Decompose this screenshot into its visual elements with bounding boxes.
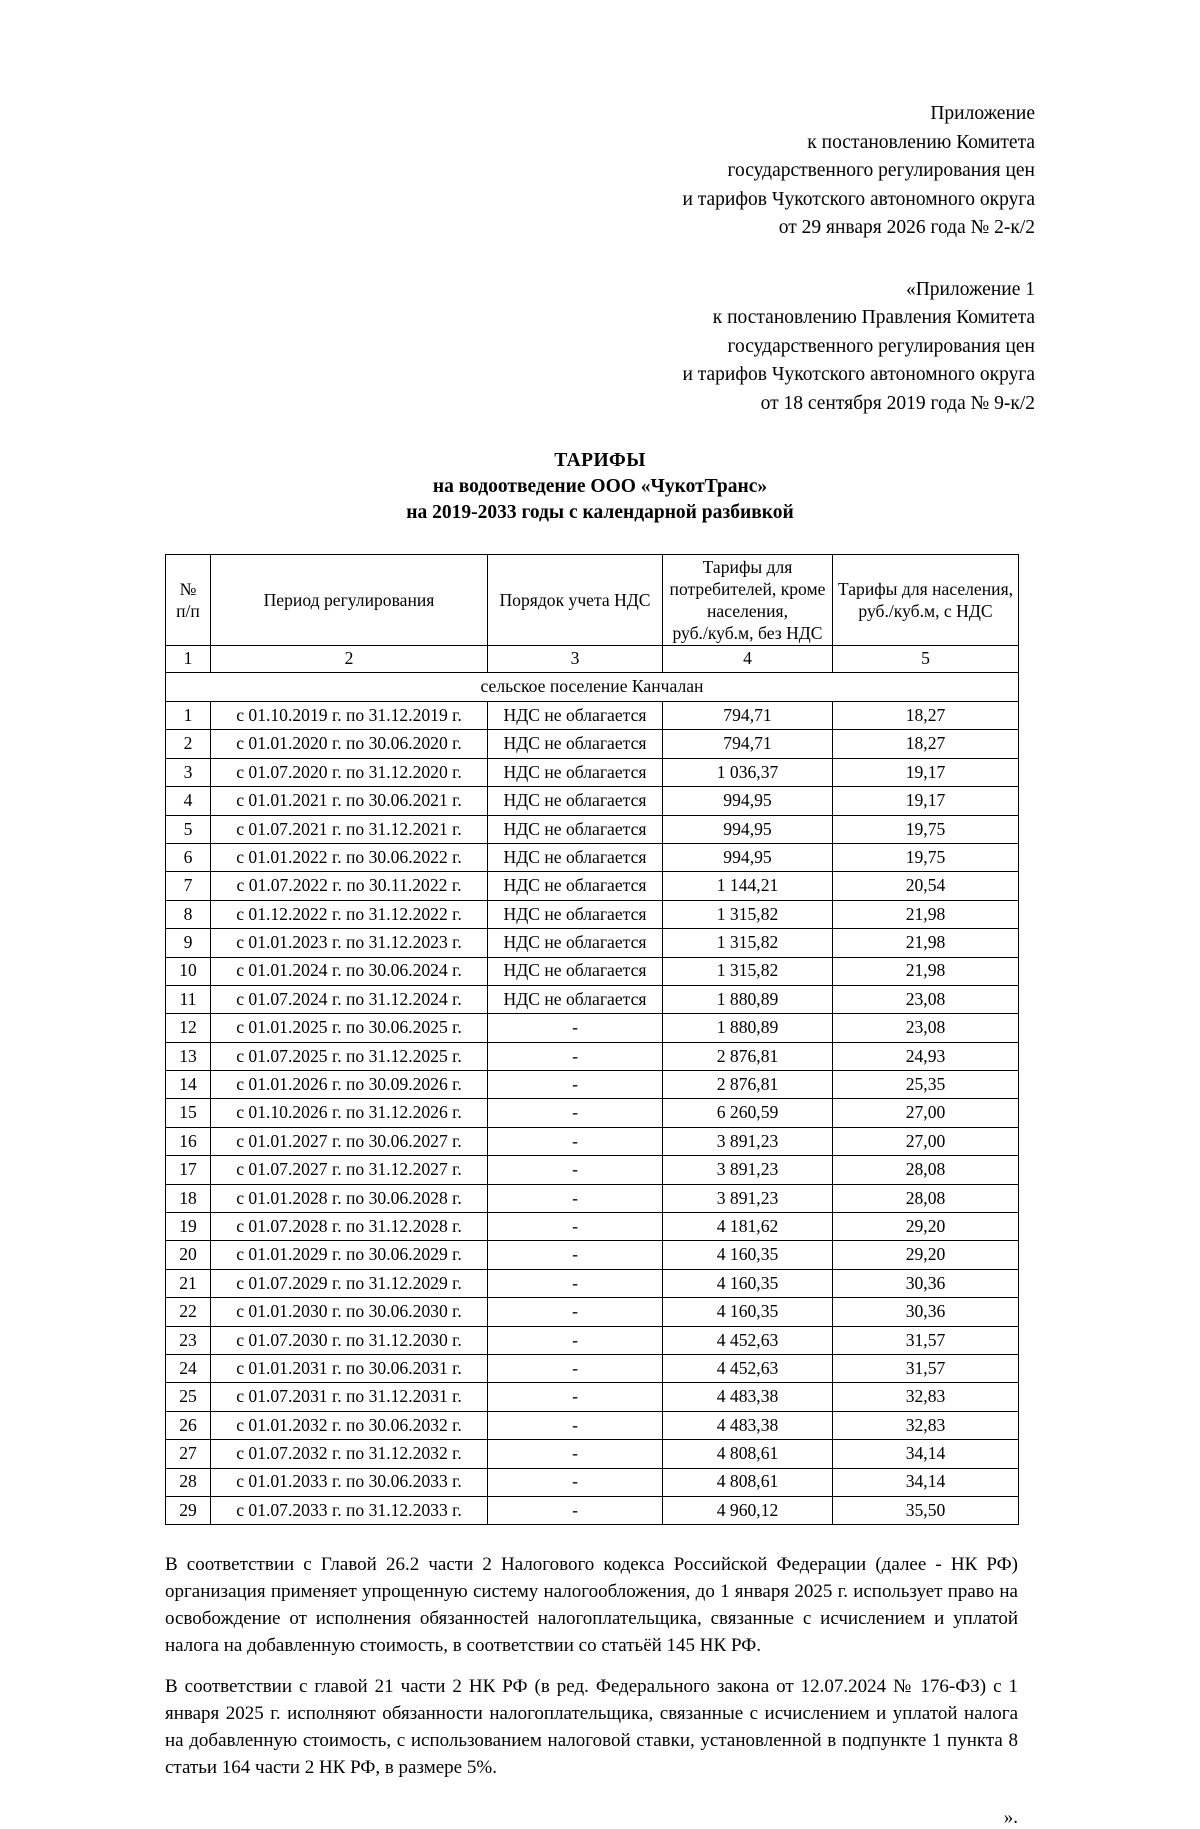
row-tariff-other: 4 181,62 bbox=[663, 1213, 833, 1241]
row-tariff-population: 25,35 bbox=[833, 1071, 1019, 1099]
title-period: на 2019-2033 годы с календарной разбивкой bbox=[406, 502, 794, 523]
row-tariff-other: 6 260,59 bbox=[663, 1099, 833, 1127]
row-period: с 01.07.2024 г. по 31.12.2024 г. bbox=[211, 985, 488, 1013]
row-tariff-population: 21,98 bbox=[833, 900, 1019, 928]
table-row bbox=[166, 957, 1019, 985]
row-period: с 01.07.2022 г. по 30.11.2022 г. bbox=[211, 872, 488, 900]
row-period: с 01.07.2021 г. по 31.12.2021 г. bbox=[211, 815, 488, 843]
table-row bbox=[166, 1042, 1019, 1070]
table-row bbox=[166, 1468, 1019, 1496]
table-row bbox=[166, 758, 1019, 786]
row-index: 2 bbox=[166, 730, 211, 758]
row-period: с 01.01.2021 г. по 30.06.2021 г. bbox=[211, 787, 488, 815]
row-period: с 01.07.2028 г. по 31.12.2028 г. bbox=[211, 1213, 488, 1241]
row-tariff-other: 1 315,82 bbox=[663, 957, 833, 985]
row-vat-treatment: НДС не облагается bbox=[488, 872, 663, 900]
column-number: 5 bbox=[833, 646, 1019, 673]
row-vat-treatment: НДС не облагается bbox=[488, 929, 663, 957]
settlement-group-label: сельское поселение Канчалан bbox=[166, 673, 1019, 702]
row-tariff-population: 31,57 bbox=[833, 1326, 1019, 1354]
row-period: с 01.01.2029 г. по 30.06.2029 г. bbox=[211, 1241, 488, 1269]
tariff-other-line3: населения, bbox=[707, 601, 788, 621]
row-vat-treatment: - bbox=[488, 1298, 663, 1326]
row-index: 29 bbox=[166, 1496, 211, 1524]
row-vat-treatment: - bbox=[488, 1213, 663, 1241]
row-vat-treatment: НДС не облагается bbox=[488, 758, 663, 786]
row-vat-treatment: НДС не облагается bbox=[488, 787, 663, 815]
row-tariff-population: 34,14 bbox=[833, 1440, 1019, 1468]
row-tariff-other: 794,71 bbox=[663, 730, 833, 758]
row-vat-treatment: - bbox=[488, 1440, 663, 1468]
row-tariff-other: 4 160,35 bbox=[663, 1241, 833, 1269]
table-row bbox=[166, 730, 1019, 758]
row-tariff-population: 19,17 bbox=[833, 758, 1019, 786]
row-vat-treatment: НДС не облагается bbox=[488, 957, 663, 985]
row-tariff-population: 34,14 bbox=[833, 1468, 1019, 1496]
row-index: 24 bbox=[166, 1354, 211, 1382]
column-number: 1 bbox=[166, 646, 211, 673]
row-period: с 01.07.2029 г. по 31.12.2029 г. bbox=[211, 1269, 488, 1297]
row-period: с 01.01.2033 г. по 30.06.2033 г. bbox=[211, 1468, 488, 1496]
row-period: с 01.01.2027 г. по 30.06.2027 г. bbox=[211, 1127, 488, 1155]
row-period: с 01.01.2026 г. по 30.09.2026 г. bbox=[211, 1071, 488, 1099]
column-header-tariff-other bbox=[663, 555, 833, 646]
column-number: 3 bbox=[488, 646, 663, 673]
row-index: 12 bbox=[166, 1014, 211, 1042]
row-tariff-other: 2 876,81 bbox=[663, 1042, 833, 1070]
table-row bbox=[166, 1241, 1019, 1269]
row-vat-treatment: - bbox=[488, 1099, 663, 1127]
row-tariff-population: 23,08 bbox=[833, 985, 1019, 1013]
row-tariff-other: 3 891,23 bbox=[663, 1127, 833, 1155]
row-tariff-other: 994,95 bbox=[663, 843, 833, 871]
table-row bbox=[166, 1071, 1019, 1099]
row-tariff-other: 4 452,63 bbox=[663, 1354, 833, 1382]
row-index: 9 bbox=[166, 929, 211, 957]
row-period: с 01.07.2033 г. по 31.12.2033 г. bbox=[211, 1496, 488, 1524]
row-tariff-population: 18,27 bbox=[833, 730, 1019, 758]
table-row bbox=[166, 900, 1019, 928]
row-tariff-population: 21,98 bbox=[833, 957, 1019, 985]
row-tariff-population: 31,57 bbox=[833, 1354, 1019, 1382]
row-vat-treatment: - bbox=[488, 1042, 663, 1070]
row-vat-treatment: НДС не облагается bbox=[488, 900, 663, 928]
table-row bbox=[166, 1383, 1019, 1411]
row-tariff-population: 27,00 bbox=[833, 1099, 1019, 1127]
notes-section bbox=[165, 1551, 1018, 1781]
row-vat-treatment: НДС не облагается bbox=[488, 702, 663, 730]
row-tariff-other: 4 483,38 bbox=[663, 1411, 833, 1439]
appendix-ref-line: «Приложение 1 bbox=[905, 278, 1035, 300]
tariff-other-line1: Тарифы для bbox=[702, 557, 793, 577]
row-tariff-other: 1 880,89 bbox=[663, 985, 833, 1013]
table-row bbox=[166, 1099, 1019, 1127]
row-tariff-other: 994,95 bbox=[663, 787, 833, 815]
row-period: с 01.01.2028 г. по 30.06.2028 г. bbox=[211, 1184, 488, 1212]
row-tariff-population: 30,36 bbox=[833, 1269, 1019, 1297]
table-row bbox=[166, 815, 1019, 843]
row-tariff-population: 19,75 bbox=[833, 815, 1019, 843]
table-row bbox=[166, 702, 1019, 730]
column-header-index bbox=[166, 555, 211, 646]
row-period: с 01.01.2020 г. по 30.06.2020 г. bbox=[211, 730, 488, 758]
row-vat-treatment: НДС не облагается bbox=[488, 730, 663, 758]
table-row bbox=[166, 1354, 1019, 1382]
row-tariff-population: 32,83 bbox=[833, 1411, 1019, 1439]
tariff-other-line4: руб./куб.м, без НДС bbox=[672, 623, 823, 643]
table-header bbox=[166, 555, 1019, 673]
row-index: 11 bbox=[166, 985, 211, 1013]
row-index: 13 bbox=[166, 1042, 211, 1070]
row-period: с 01.01.2022 г. по 30.06.2022 г. bbox=[211, 843, 488, 871]
header-spacer bbox=[165, 243, 1035, 276]
document-title bbox=[165, 448, 1035, 526]
row-period: с 01.07.2031 г. по 31.12.2031 г. bbox=[211, 1383, 488, 1411]
row-period: с 01.07.2030 г. по 31.12.2030 г. bbox=[211, 1326, 488, 1354]
row-period: с 01.01.2025 г. по 30.06.2025 г. bbox=[211, 1014, 488, 1042]
row-index: 1 bbox=[166, 702, 211, 730]
appendix-reference-primary bbox=[590, 100, 1035, 243]
row-vat-treatment: - bbox=[488, 1496, 663, 1524]
row-index: 10 bbox=[166, 957, 211, 985]
row-index: 27 bbox=[166, 1440, 211, 1468]
tariffs-table bbox=[165, 554, 1019, 1525]
row-vat-treatment: НДС не облагается bbox=[488, 985, 663, 1013]
row-index: 6 bbox=[166, 843, 211, 871]
row-vat-treatment: НДС не облагается bbox=[488, 815, 663, 843]
row-tariff-population: 19,75 bbox=[833, 843, 1019, 871]
row-index: 7 bbox=[166, 872, 211, 900]
appendix-ref-line: Приложение bbox=[930, 103, 1035, 124]
row-tariff-population: 24,93 bbox=[833, 1042, 1019, 1070]
row-index: 25 bbox=[166, 1383, 211, 1411]
row-index: 3 bbox=[166, 758, 211, 786]
column-header-index-line1: № bbox=[179, 579, 197, 599]
table-row bbox=[166, 872, 1019, 900]
row-vat-treatment: - bbox=[488, 1468, 663, 1496]
row-index: 26 bbox=[166, 1411, 211, 1439]
row-index: 16 bbox=[166, 1127, 211, 1155]
row-tariff-population: 30,36 bbox=[833, 1298, 1019, 1326]
row-index: 19 bbox=[166, 1213, 211, 1241]
row-index: 18 bbox=[166, 1184, 211, 1212]
row-vat-treatment: НДС не облагается bbox=[488, 843, 663, 871]
row-tariff-population: 23,08 bbox=[833, 1014, 1019, 1042]
row-tariff-other: 2 876,81 bbox=[663, 1071, 833, 1099]
row-tariff-other: 4 452,63 bbox=[663, 1326, 833, 1354]
row-tariff-other: 4 483,38 bbox=[663, 1383, 833, 1411]
appendix-ref-line: от 18 сентября 2019 года № 9-к/2 bbox=[760, 392, 1035, 414]
row-tariff-other: 794,71 bbox=[663, 702, 833, 730]
row-tariff-population: 28,08 bbox=[833, 1156, 1019, 1184]
row-index: 8 bbox=[166, 900, 211, 928]
table-row bbox=[166, 1213, 1019, 1241]
table-row bbox=[166, 1298, 1019, 1326]
row-index: 14 bbox=[166, 1071, 211, 1099]
table-row bbox=[166, 985, 1019, 1013]
table-row bbox=[166, 1440, 1019, 1468]
row-tariff-population: 20,54 bbox=[833, 872, 1019, 900]
row-tariff-population: 29,20 bbox=[833, 1241, 1019, 1269]
row-vat-treatment: - bbox=[488, 1354, 663, 1382]
row-vat-treatment: - bbox=[488, 1156, 663, 1184]
table-group-row bbox=[166, 673, 1019, 702]
appendix-ref-line: к постановлению Правления Комитета bbox=[712, 307, 1035, 328]
appendix-reference-secondary bbox=[590, 276, 1035, 419]
column-header-tariff-population bbox=[833, 555, 1019, 646]
row-tariff-other: 4 808,61 bbox=[663, 1440, 833, 1468]
row-index: 21 bbox=[166, 1269, 211, 1297]
row-tariff-population: 19,17 bbox=[833, 787, 1019, 815]
row-index: 5 bbox=[166, 815, 211, 843]
row-vat-treatment: - bbox=[488, 1071, 663, 1099]
column-number: 4 bbox=[663, 646, 833, 673]
row-period: с 01.01.2032 г. по 30.06.2032 г. bbox=[211, 1411, 488, 1439]
row-vat-treatment: - bbox=[488, 1241, 663, 1269]
row-tariff-other: 1 036,37 bbox=[663, 758, 833, 786]
row-period: с 01.10.2026 г. по 31.12.2026 г. bbox=[211, 1099, 488, 1127]
row-period: с 01.07.2020 г. по 31.12.2020 г. bbox=[211, 758, 488, 786]
row-vat-treatment: - bbox=[488, 1383, 663, 1411]
appendix-ref-line: к постановлению Комитета bbox=[807, 131, 1035, 153]
row-period: с 01.10.2019 г. по 31.12.2019 г. bbox=[211, 702, 488, 730]
row-tariff-population: 32,83 bbox=[833, 1383, 1019, 1411]
row-vat-treatment: - bbox=[488, 1326, 663, 1354]
table-row bbox=[166, 843, 1019, 871]
appendix-ref-line: и тарифов Чукотского автономного округа bbox=[682, 364, 1035, 385]
row-period: с 01.12.2022 г. по 31.12.2022 г. bbox=[211, 900, 488, 928]
table-row bbox=[166, 929, 1019, 957]
table-header-row bbox=[166, 555, 1019, 646]
table-row bbox=[166, 1156, 1019, 1184]
table-row bbox=[166, 1269, 1019, 1297]
column-header-period: Период регулирования bbox=[211, 555, 488, 646]
row-index: 20 bbox=[166, 1241, 211, 1269]
row-index: 22 bbox=[166, 1298, 211, 1326]
row-index: 15 bbox=[166, 1099, 211, 1127]
row-tariff-population: 35,50 bbox=[833, 1496, 1019, 1524]
row-tariff-other: 1 315,82 bbox=[663, 929, 833, 957]
appendix-ref-line: государственного регулирования цен bbox=[727, 335, 1035, 357]
row-tariff-other: 1 315,82 bbox=[663, 900, 833, 928]
page-title: ТАРИФЫ bbox=[554, 450, 646, 471]
table-row bbox=[166, 1184, 1019, 1212]
row-period: с 01.07.2027 г. по 31.12.2027 г. bbox=[211, 1156, 488, 1184]
table-row bbox=[166, 1127, 1019, 1155]
column-header-index-line2: п/п bbox=[176, 601, 200, 621]
row-period: с 01.01.2024 г. по 30.06.2024 г. bbox=[211, 957, 488, 985]
table-row bbox=[166, 1014, 1019, 1042]
table-row bbox=[166, 1496, 1019, 1524]
row-period: с 01.07.2025 г. по 31.12.2025 г. bbox=[211, 1042, 488, 1070]
tariff-population-line2: руб./куб.м, с НДС bbox=[858, 601, 993, 621]
row-vat-treatment: - bbox=[488, 1269, 663, 1297]
row-tariff-other: 994,95 bbox=[663, 815, 833, 843]
tariff-other-line2: потребителей, кроме bbox=[669, 579, 826, 599]
row-index: 17 bbox=[166, 1156, 211, 1184]
row-tariff-population: 18,27 bbox=[833, 702, 1019, 730]
row-tariff-other: 4 808,61 bbox=[663, 1468, 833, 1496]
row-index: 4 bbox=[166, 787, 211, 815]
table-row bbox=[166, 787, 1019, 815]
row-tariff-other: 4 160,35 bbox=[663, 1269, 833, 1297]
row-tariff-other: 1 144,21 bbox=[663, 872, 833, 900]
appendix-ref-line: и тарифов Чукотского автономного округа bbox=[682, 188, 1035, 210]
note-paragraph-1: В соответствии с Главой 26.2 части 2 Налогового кодекса Российской Федерации (далее - НК РФ) организация применяет упрощенную систему налогообложения, до 1 января 2025 г. использует право на освобождение от исполнения обязанностей налогоплательщика, связанные с исчислением и уплатой налога на добавленную стоимость, в соответствии со статьёй 145 НК РФ. bbox=[165, 1554, 1018, 1657]
row-period: с 01.01.2030 г. по 30.06.2030 г. bbox=[211, 1298, 488, 1326]
table-body bbox=[166, 673, 1019, 1525]
row-tariff-population: 21,98 bbox=[833, 929, 1019, 957]
row-vat-treatment: - bbox=[488, 1127, 663, 1155]
row-vat-treatment: - bbox=[488, 1184, 663, 1212]
appendix-ref-line: от 29 января 2026 года № 2-к/2 bbox=[778, 217, 1035, 238]
row-tariff-other: 4 960,12 bbox=[663, 1496, 833, 1524]
row-period: с 01.01.2023 г. по 31.12.2023 г. bbox=[211, 929, 488, 957]
row-tariff-other: 1 880,89 bbox=[663, 1014, 833, 1042]
table-row bbox=[166, 1411, 1019, 1439]
row-vat-treatment: - bbox=[488, 1014, 663, 1042]
row-index: 28 bbox=[166, 1468, 211, 1496]
appendix-ref-line: государственного регулирования цен bbox=[727, 160, 1035, 181]
row-vat-treatment: - bbox=[488, 1411, 663, 1439]
table-row bbox=[166, 1326, 1019, 1354]
row-tariff-population: 28,08 bbox=[833, 1184, 1019, 1212]
column-header-vat: Порядок учета НДС bbox=[488, 555, 663, 646]
column-number: 2 bbox=[211, 646, 488, 673]
row-tariff-other: 4 160,35 bbox=[663, 1298, 833, 1326]
row-tariff-population: 27,00 bbox=[833, 1127, 1019, 1155]
tariff-population-line1: Тарифы для населения, bbox=[837, 579, 1014, 599]
note-paragraph-2: В соответствии с главой 21 части 2 НК РФ (в ред. Федерального закона от 12.07.2024 № 176-ФЗ) с 1 января 2025 г. исполняют обязанности налогоплательщика, связанные с исчислением и уплатой налога на добавленную стоимость, с использованием налоговой ставки, установленной в подпункте 1 пункта 8 статьи 164 части 2 НК РФ, в размере 5%. bbox=[165, 1676, 1018, 1779]
title-subject: на водоотведение ООО «ЧукотТранс» bbox=[432, 476, 768, 497]
row-tariff-other: 3 891,23 bbox=[663, 1156, 833, 1184]
row-index: 23 bbox=[166, 1326, 211, 1354]
row-tariff-other: 3 891,23 bbox=[663, 1184, 833, 1212]
row-tariff-population: 29,20 bbox=[833, 1213, 1019, 1241]
closing-quote: ». bbox=[1003, 1807, 1018, 1829]
row-period: с 01.07.2032 г. по 31.12.2032 г. bbox=[211, 1440, 488, 1468]
table-column-numbering-row bbox=[166, 646, 1019, 673]
row-period: с 01.01.2031 г. по 30.06.2031 г. bbox=[211, 1354, 488, 1382]
